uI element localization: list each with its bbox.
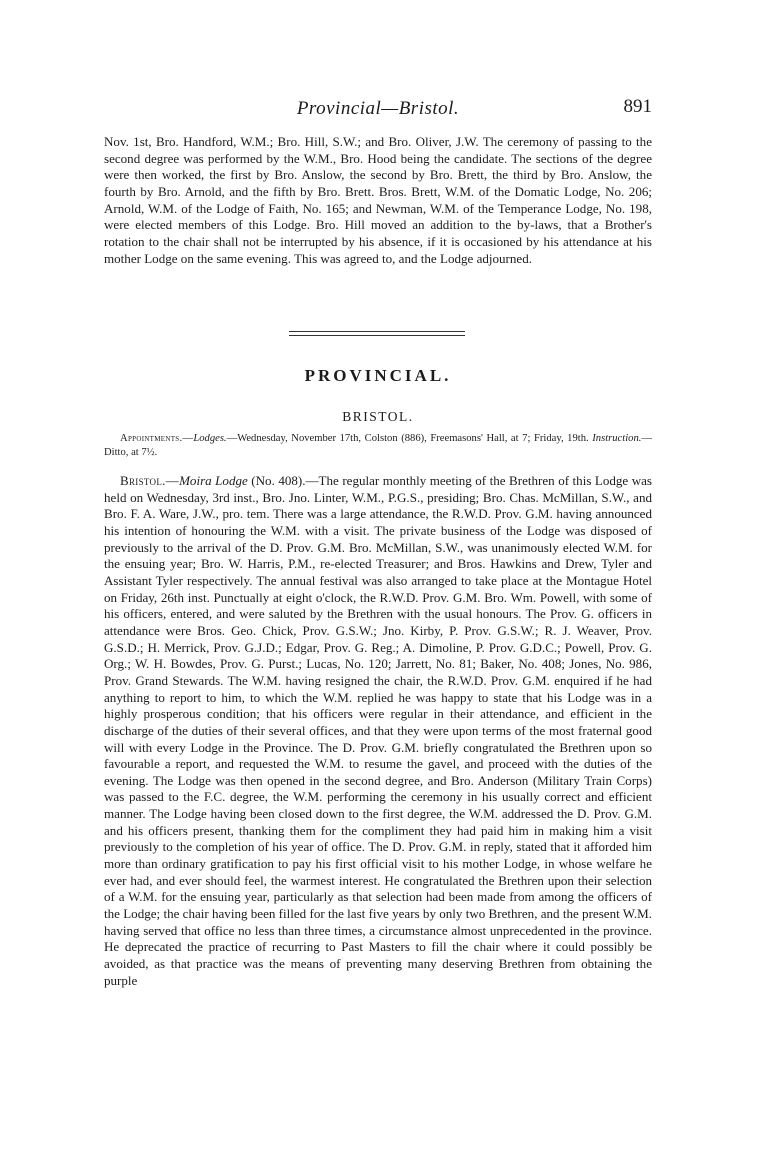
moira-lodge-report <box>104 473 652 989</box>
section-divider-bottom <box>289 335 465 336</box>
section-title: PROVINCIAL. <box>304 366 452 385</box>
lodges-text: —Wednesday, November 17th, Colston (886), Freemasons' Hall, at 7; Friday, 19th. <box>226 433 593 444</box>
appointments-lead: Appointments.— <box>120 433 194 444</box>
running-head <box>104 98 652 122</box>
moira-text: (No. 408).—The regular monthly meeting of the Brethren of this Lodge was held on Wednesday, 3rd inst., Bro. Jno. Linter, W.M., P.G.S., presiding; Bro. Chas. McMillan, S.W., and Bro. F. A. Ware, J.W., pro. tem. There was a large attendance, the R.W.D. Prov. G.M. having announced his intention of honouring the W.M. with a visit. The private business of the Lodge was disposed of previously to the arrival of the D. Prov. G.M. Bro. McMillan, S.W., was unanimously elected W.M. for the ensuing year; Bro. W. Harris, P.M., re-elected Treasurer; and Bros. Hawkins and Drew, Tyler and Assistant Tyler respectively. The annual festival was also arranged to take place at the Montague Hotel on Friday, 26th inst. Punctually at eight o'clock, the R.W.D. Prov. G.M. Bro. Wm. Powell, with some of his officers, entered, and were saluted by the Brethren with the usual honours. The Prov. G. officers in attendance were Bros. Geo. Chick, Prov. G.S.W.; Jno. Kirby, P. Prov. G.S.W.; R. J. Weaver, Prov. G.S.D.; H. Merrick, Prov. G.J.D.; Edgar, Prov. G. Reg.; A. Dimoline, P. Prov. G.D.C.; Powell, Prov. G. Org.; W. H. Bowdes, Prov. G. Purst.; Lucas, No. 120; Jarrett, No. 81; Baker, No. 408; Jones, No. 986, Prov. Grand Stewards. The W.M. having resigned the chair, the R.W.D. Prov. G.M. enquired if he had anything to report to him, to which the W.M. replied he was happy to state that his Lodge was in a highly prosperous condition; that his officers were regular in their attendance, and efficient in the discharge of the duties of their several offices, and that they were upon terms of the most fraternal good will with every Lodge in the Province. The D. Prov. G.M. briefly congratulated the Brethren upon so favourable a report, and requested the W.M. to resume the gavel, and proceed with the duties of the evening. The Lodge was then opened in the second degree, and Bro. Anderson (Military Train Corps) was passed to the F.C. degree, the W.M. performing the ceremony in his usually correct and efficient manner. The Lodge having been closed down to the first degree, the W.M. addressed the D. Prov. G.M. and his officers present, thanking them for the compliment they had paid him in making him a visit previously to the completion of his year of office. The D. Prov. G.M. in reply, stated that it afforded him more than ordinary gratification to pay his first official visit to his mother Lodge, in whose welfare he ever had, and ever should feel, the warmest interest. He congratulated the Brethren upon their selection of a W.M. for the ensuing year, particularly as that selection had been made from among the officers of the Lodge; the chair having been filled for the last five years by only two Brethren, and the present W.M. having served that office no less than three times, a circumstance almost unprecedented in the province. He deprecated the practice of recurring to Past Masters to fill the chair where it could possibly be avoided, as that practice was the means of preventing many deserving Brethren from obtaining the purple <box>104 473 653 988</box>
appointments-paragraph <box>104 432 652 459</box>
instruction-text: —Ditto, at 7½. <box>104 433 652 458</box>
subsection-title: BRISTOL. <box>342 409 414 424</box>
instruction-label: Instruction. <box>592 433 642 444</box>
running-title: Provincial—Bristol. <box>296 98 460 119</box>
section-divider-top <box>289 331 465 332</box>
moira-lodge-name: Moira Lodge <box>179 473 248 488</box>
continued-paragraph: Nov. 1st, Bro. Handford, W.M.; Bro. Hill, S.W.; and Bro. Oliver, J.W. The ceremony of passing to the second degree was performed by the W.M., Bro. Hood being the candidate. The sections of the degree were then worked, the first by Bro. Anslow, the second by Bro. Brett, the third by Bro. Anslow, the fourth by Bro. Arnold, and the fifth by Bro. Brett. Bros. Brett, W.M. of the Domatic Lodge, No. 206; Arnold, W.M. of the Lodge of Faith, No. 165; and Newman, W.M. of the Temperance Lodge, No. 198, were elected members of this Lodge. Bro. Hill moved an addition to the by-laws, that a Brother's rotation to the chair shall not be interrupted by his absence, if it is occasioned by his attendance at his mother Lodge on the same evening. This was agreed to, and the Lodge adjourned. <box>104 134 652 266</box>
lodges-label: Lodges. <box>193 433 227 444</box>
page-number: 891 <box>623 96 652 117</box>
moira-lead: Bristol.— <box>120 473 180 488</box>
